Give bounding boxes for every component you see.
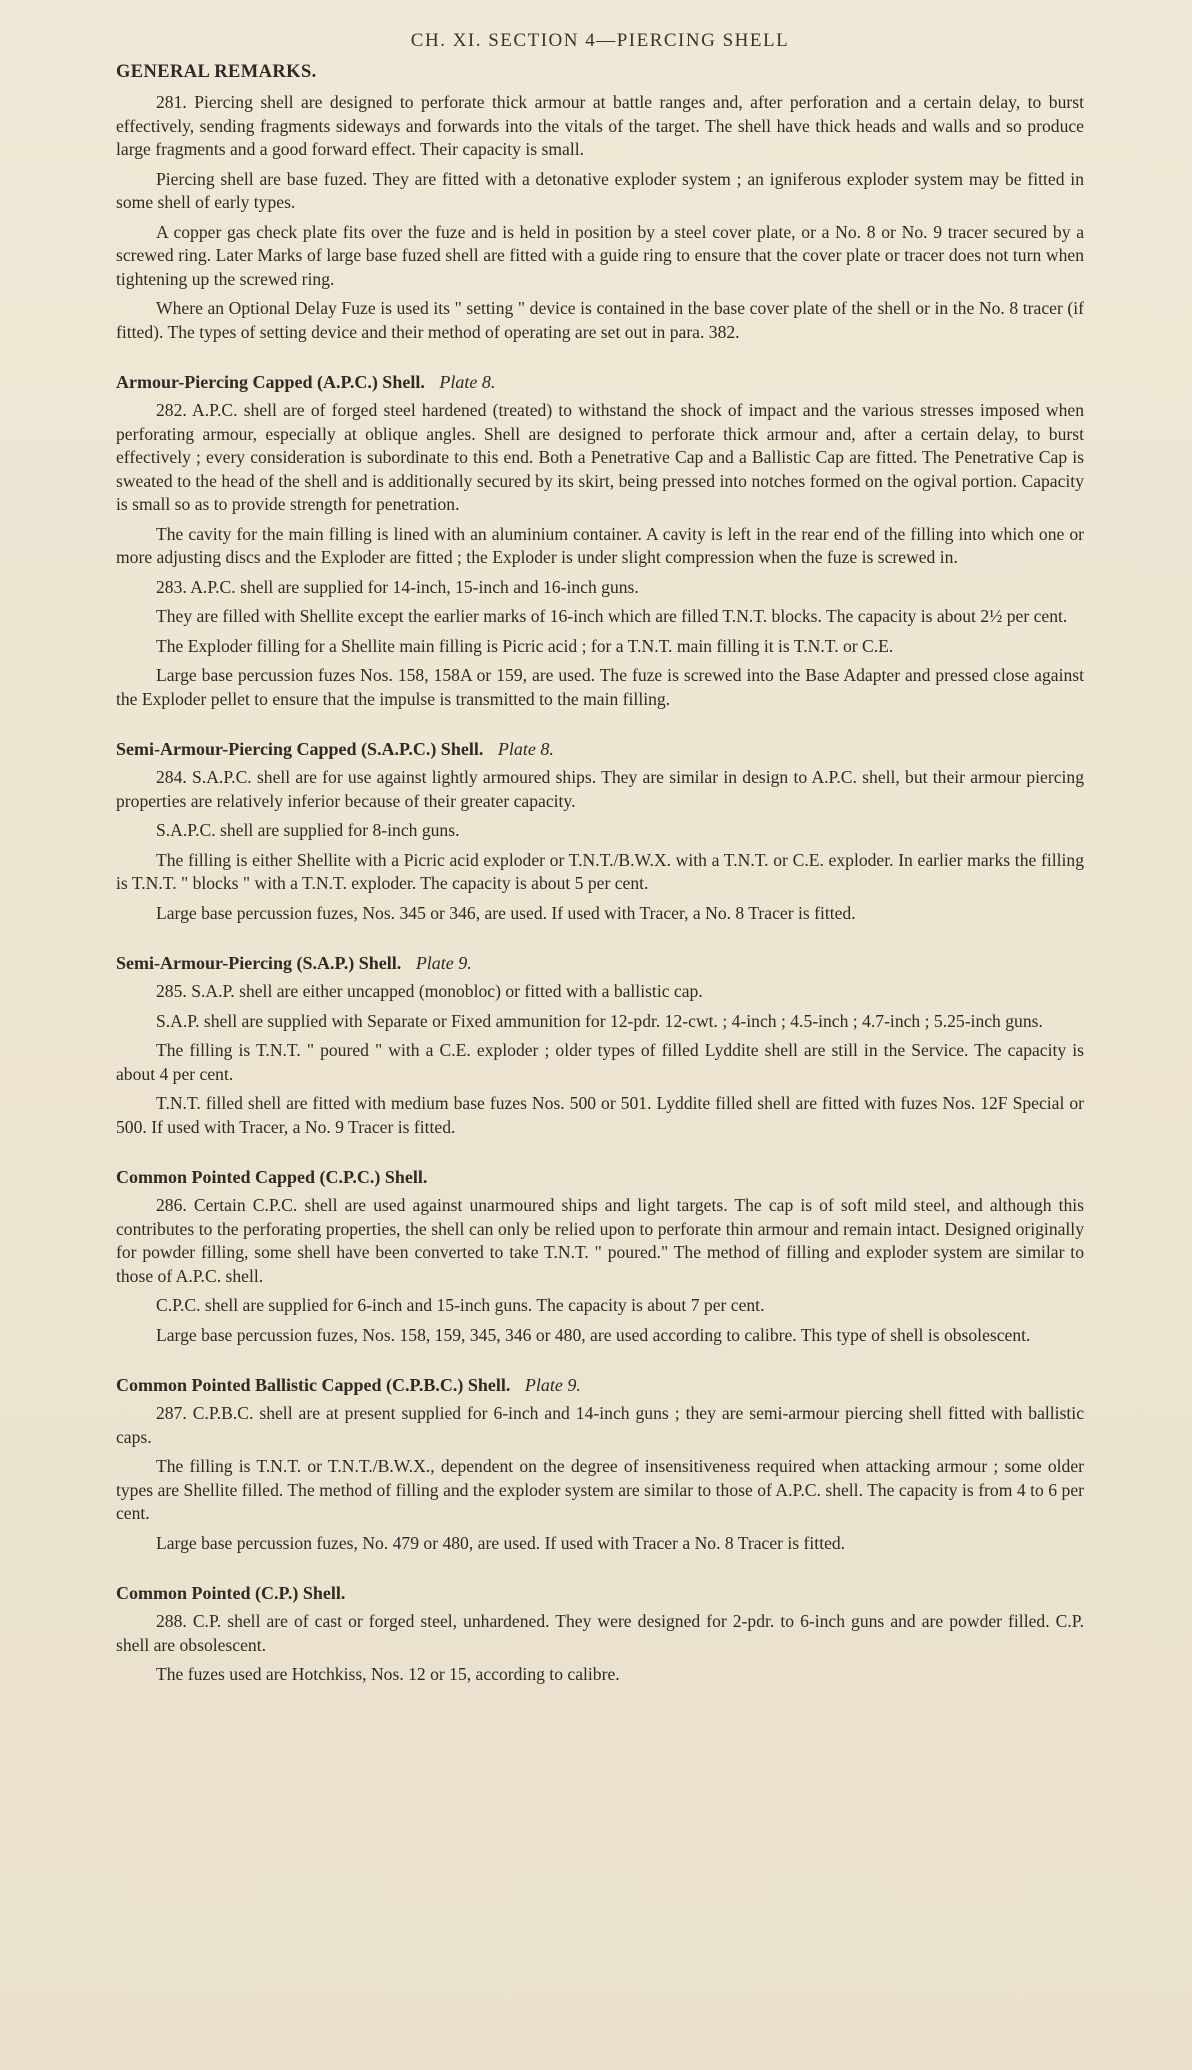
plate-reference: Plate 8. — [497, 739, 554, 759]
section-sapc-shell — [116, 739, 1084, 925]
section-heading — [116, 1167, 1084, 1188]
paragraph: C.P.C. shell are supplied for 6-inch and 15-inch guns. The capacity is about 7 per cent. — [156, 1295, 765, 1315]
section-heading — [116, 62, 1084, 83]
spacer — [116, 1561, 1084, 1583]
plate-reference: Plate 8. — [439, 372, 496, 392]
section-heading — [116, 953, 1084, 974]
paragraph: Large base percussion fuzes Nos. 158, 158A or 159, are used. The fuze is screwed into the Base Adapter and pressed close against the Exploder pellet to ensure that the impulse is transmitted to the main filling. — [116, 665, 1084, 709]
heading-text: Armour-Piercing Capped (A.P.C.) Shell. — [116, 372, 425, 392]
spacer — [116, 1145, 1084, 1167]
paragraph: S.A.P.C. shell are supplied for 8-inch guns. — [156, 820, 460, 840]
heading-text: Semi-Armour-Piercing Capped (S.A.P.C.) Shell. — [116, 739, 484, 759]
section-heading — [116, 739, 1084, 760]
paragraph: The filling is T.N.T. or T.N.T./B.W.X., dependent on the degree of insensitiveness required when attacking armour ; some older types are Shellite filled. The method of filling and the exploder system are similar to those of A.P.C. shell. The capacity is from 4 to 6 per cent. — [116, 1456, 1084, 1523]
paragraph: The fuzes used are Hotchkiss, Nos. 12 or 15, according to calibre. — [156, 1664, 620, 1684]
heading-text: Common Pointed (C.P.) Shell. — [116, 1583, 346, 1603]
section-heading — [116, 1583, 1084, 1604]
section-sap-shell — [116, 953, 1084, 1139]
spacer — [116, 717, 1084, 739]
paragraph: 287. C.P.B.C. shell are at present supplied for 6-inch and 14-inch guns ; they are semi-armour piercing shell fitted with ballistic caps. — [116, 1403, 1084, 1447]
section-cpbc-shell — [116, 1375, 1084, 1555]
section-heading — [116, 1375, 1084, 1396]
paragraph: Where an Optional Delay Fuze is used its " setting " device is contained in the base cover plate of the shell or in the No. 8 tracer (if fitted). The types of setting device and their method of operating are set out in para. 382. — [116, 298, 1084, 342]
spacer — [116, 1353, 1084, 1375]
heading-text: Common Pointed Capped (C.P.C.) Shell. — [116, 1167, 428, 1187]
paragraph: The Exploder filling for a Shellite main filling is Picric acid ; for a T.N.T. main filling it is T.N.T. or C.E. — [156, 635, 894, 656]
heading-text: Common Pointed Ballistic Capped (C.P.B.C.) Shell. — [116, 1375, 511, 1395]
plate-reference: Plate 9. — [524, 1375, 581, 1395]
paragraph: 288. C.P. shell are of cast or forged steel, unhardened. They were designed for 2-pdr. to 6-inch guns and are powder filled. C.P. shell are obsolescent. — [116, 1611, 1084, 1655]
paragraph: 283. A.P.C. shell are supplied for 14-inch, 15-inch and 16-inch guns. — [156, 576, 639, 597]
paragraph: 285. S.A.P. shell are either uncapped (monobloc) or fitted with a ballistic cap. — [156, 981, 703, 1001]
section-apc-shell — [116, 372, 1084, 711]
paragraph: 282. A.P.C. shell are of forged steel hardened (treated) to withstand the shock of impact and the various stresses imposed when perforating armour, especially at oblique angles. Shell are designed to perforate thick armour and, after a certain delay, to burst effectively ; every consideration is subordinate to this end. Both a Penetrative Cap and a Ballistic Cap are fitted. The Penetrative Cap is sweated to the head of the shell and is additionally secured by its skirt, being pressed into notches formed on the ogival portion. Capacity is small so as to provide strength for penetration. — [116, 400, 1084, 514]
paragraph: The cavity for the main filling is lined with an aluminium container. A cavity is left in the rear end of the filling into which one or more adjusting discs and the Exploder are fitted ; the Exploder is under slight compression when the fuze is screwed in. — [116, 523, 1084, 567]
paragraph: The filling is T.N.T. " poured " with a C.E. exploder ; older types of filled Lyddite shell are still in the Service. The capacity is about 4 per cent. — [116, 1040, 1084, 1084]
paragraph: Large base percussion fuzes, Nos. 345 or 346, are used. If used with Tracer, a No. 8 Tracer is fitted. — [156, 902, 856, 923]
heading-text: Semi-Armour-Piercing (S.A.P.) Shell. — [116, 953, 402, 973]
heading-text: GENERAL REMARKS. — [116, 62, 317, 82]
spacer — [116, 350, 1084, 372]
plate-reference: Plate 9. — [415, 953, 472, 973]
spacer — [116, 931, 1084, 953]
paragraph: Large base percussion fuzes, Nos. 158, 159, 345, 346 or 480, are used according to calibre. This type of shell is obsolescent. — [156, 1324, 1031, 1345]
paragraph: Piercing shell are base fuzed. They are fitted with a detonative exploder system ; an igniferous exploder system may be fitted in some shell of early types. — [116, 168, 1084, 212]
paragraph: They are filled with Shellite except the earlier marks of 16-inch which are filled T.N.T. blocks. The capacity is about 2½ per cent. — [156, 606, 1068, 626]
paragraph: S.A.P. shell are supplied with Separate or Fixed ammunition for 12-pdr. 12-cwt. ; 4-inch ; 4.5-inch ; 4.7-inch ; 5.25-inch guns. — [156, 1010, 1043, 1031]
section-general-remarks — [116, 62, 1084, 344]
paragraph: 286. Certain C.P.C. shell are used against unarmoured ships and light targets. The cap is of soft mild steel, and although this contributes to the perforating properties, the shell can only be relied upon to perforate thin armour and remain intact. Designed originally for powder filling, some shell have been converted to take T.N.T. " poured." The method of filling and exploder system are similar to those of A.P.C. shell. — [116, 1195, 1084, 1286]
paragraph: 284. S.A.P.C. shell are for use against lightly armoured ships. They are similar in design to A.P.C. shell, but their armour piercing properties are relatively inferior because of their greater capacity. — [116, 767, 1084, 811]
paragraph: The filling is either Shellite with a Picric acid exploder or T.N.T./B.W.X. with a T.N.T. or C.E. exploder. In earlier marks the filling is T.N.T. " blocks " with a T.N.T. exploder. The capacity is about 5 per cent. — [116, 849, 1084, 893]
running-head: CH. XI. SECTION 4—PIERCING SHELL — [410, 30, 790, 51]
paragraph: A copper gas check plate fits over the fuze and is held in position by a steel cover plate, or a No. 8 or No. 9 tracer secured by a screwed ring. Later Marks of large base fuzed shell are fitted with a guide ring to ensure that the cover plate or tracer does not turn when tightening up the screwed ring. — [116, 221, 1084, 289]
paragraph: T.N.T. filled shell are fitted with medium base fuzes Nos. 500 or 501. Lyddite filled shell are fitted with fuzes Nos. 12F Special or 500. If used with Tracer, a No. 9 Tracer is fitted. — [116, 1093, 1084, 1137]
section-cpc-shell — [116, 1167, 1084, 1347]
section-cp-shell — [116, 1583, 1084, 1687]
section-heading — [116, 372, 1084, 393]
paragraph: Large base percussion fuzes, No. 479 or 480, are used. If used with Tracer a No. 8 Tracer is fitted. — [156, 1532, 846, 1553]
paragraph: 281. Piercing shell are designed to perforate thick armour at battle ranges and, after perforation and a certain delay, to burst effectively, sending fragments sideways and forwards into the vitals of the target. The shell have thick heads and walls and so produce large fragments and a good forward effect. Their capacity is small. — [116, 92, 1084, 159]
